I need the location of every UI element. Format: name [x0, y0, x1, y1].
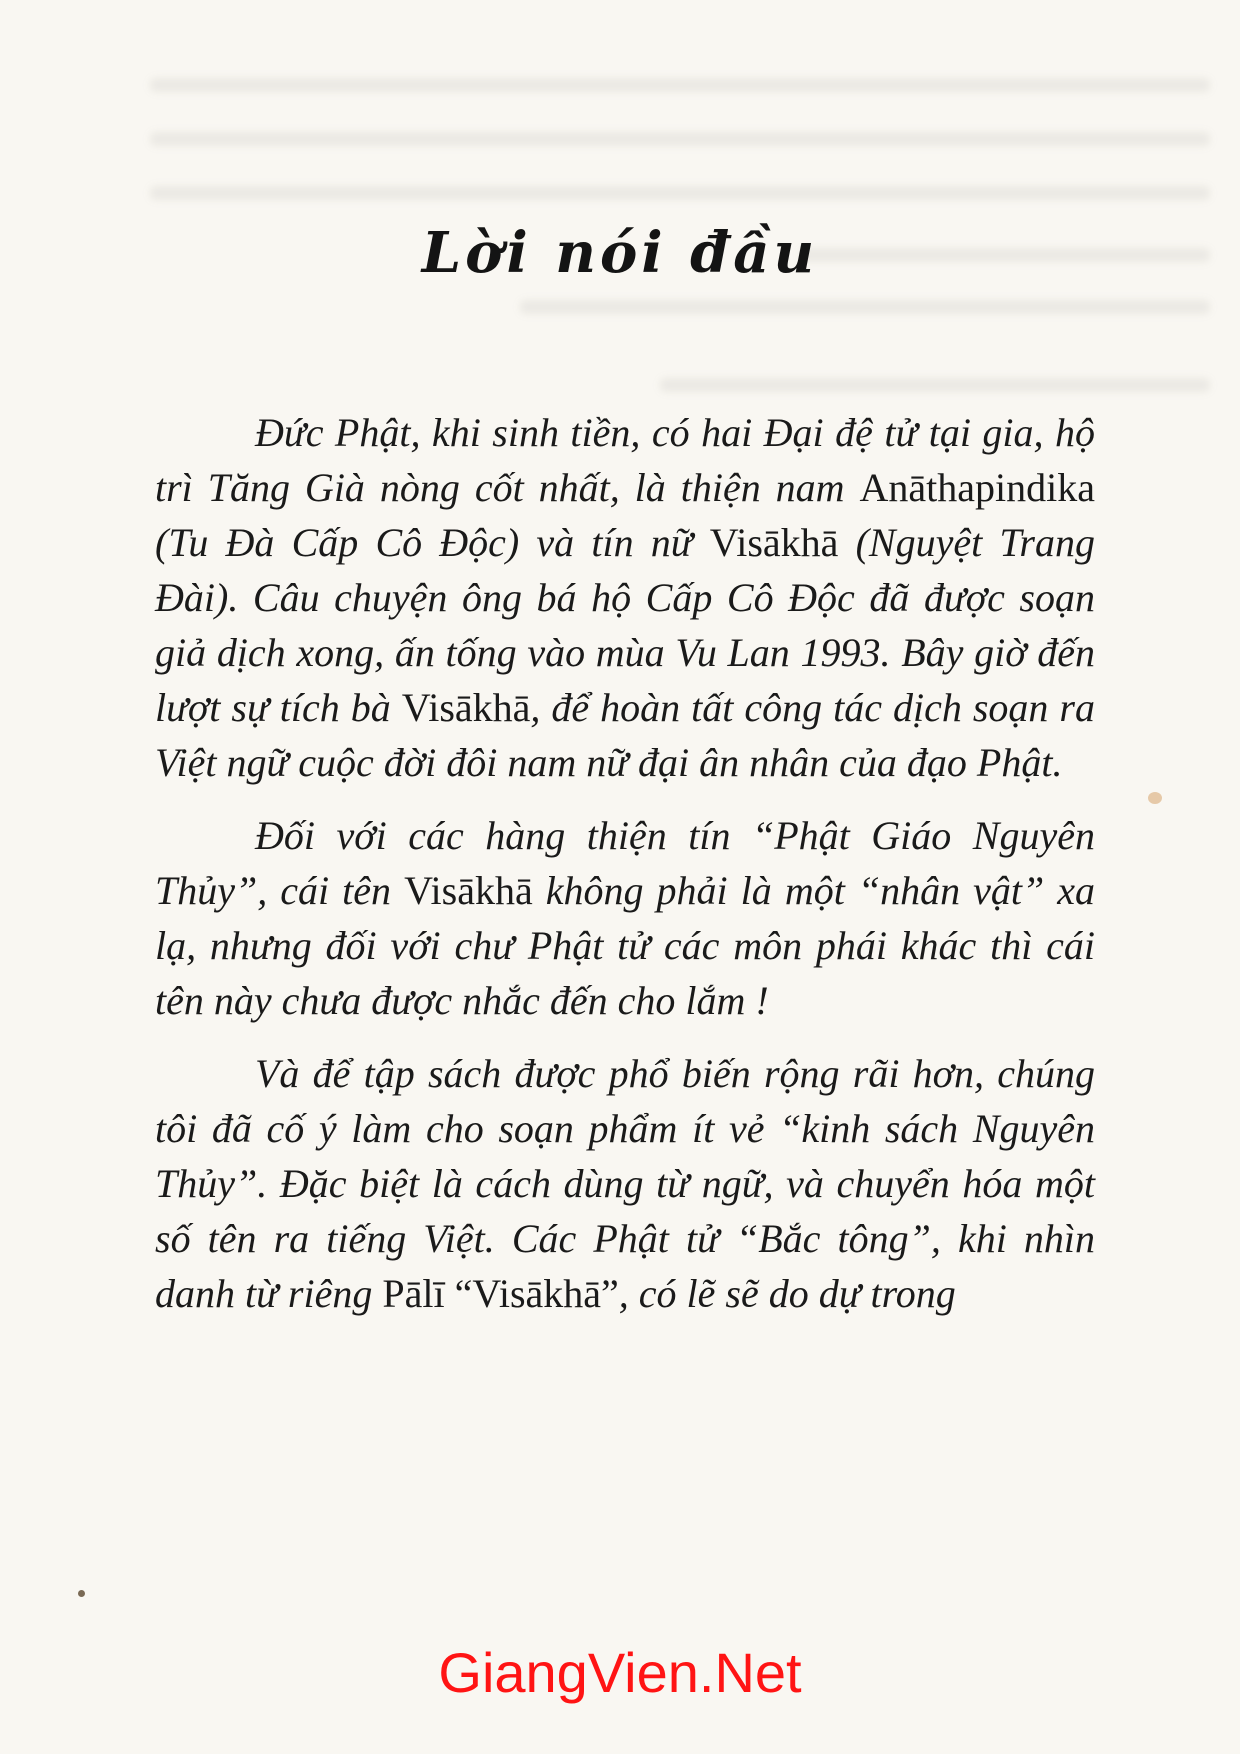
paragraph-text-run: , để hoàn tất công tác dịch soạn ra Việt ngữ cuộc đời đôi nam nữ đại ân nhân của đạo Phật. — [155, 685, 1095, 785]
paragraph-text-run: Đức Phật, khi sinh tiền, có hai Đại đệ tử tại gia, hộ trì Tăng Già nòng cốt nhất, là thiện nam — [155, 410, 1095, 510]
proper-name-text: Visākhā — [709, 520, 839, 565]
bleed-through-line — [520, 300, 1210, 314]
proper-name-text: Anāthapindika — [859, 465, 1095, 510]
proper-name-text: Visākhā — [401, 685, 531, 730]
paragraph-text-run: Và để tập sách được phổ biến rộng rãi hơn, chúng tôi đã cố ý làm cho soạn phẩm ít vẻ “kinh sách Nguyên Thủy”. Đặc biệt là cách dùng từ ngữ, và chuyển hóa một số tên ra tiếng Việt. Các Phật tử “Bắc tông”, khi nhìn danh từ riêng — [155, 1051, 1095, 1316]
paragraph-text-run: , có lẽ sẽ do dự trong — [618, 1271, 956, 1316]
bleed-through-line — [150, 132, 1210, 146]
page-title: Lời nói đầu — [421, 220, 819, 286]
bleed-through-line — [150, 186, 1210, 200]
bleed-through-line — [150, 78, 1210, 92]
bleed-through-line — [660, 378, 1210, 392]
proper-name-text: Visākhā — [404, 868, 533, 913]
scan-speck — [1148, 792, 1162, 804]
watermark-text: GiangVien.Net — [438, 1641, 802, 1704]
paragraph-text-run: (Tu Đà Cấp Cô Độc) và tín nữ — [155, 520, 710, 565]
paragraph-3 — [155, 1046, 1095, 1321]
preface-body — [155, 405, 1095, 1339]
scan-speck — [78, 1590, 85, 1597]
paragraph-2 — [155, 808, 1095, 1028]
paragraph-1 — [155, 405, 1095, 790]
paragraph-text-run: Đối với các hàng thiện tín “Phật Giáo Nguyên Thủy”, cái tên — [155, 813, 1095, 913]
paragraph-text-run: không phải là một “nhân vật” xa lạ, nhưng đối với chư Phật tử các môn phái khác thì cái tên này chưa được nhắc đến cho lắm ! — [155, 868, 1096, 1023]
paragraph-text-run: (Nguyệt Trang Đài). Câu chuyện ông bá hộ Cấp Cô Độc đã được soạn giả dịch xong, ấn tống vào mùa Vu Lan 1993. Bây giờ đến lượt sự tích bà — [155, 520, 1095, 730]
proper-name-text: Pālī “Visākhā” — [382, 1271, 619, 1316]
